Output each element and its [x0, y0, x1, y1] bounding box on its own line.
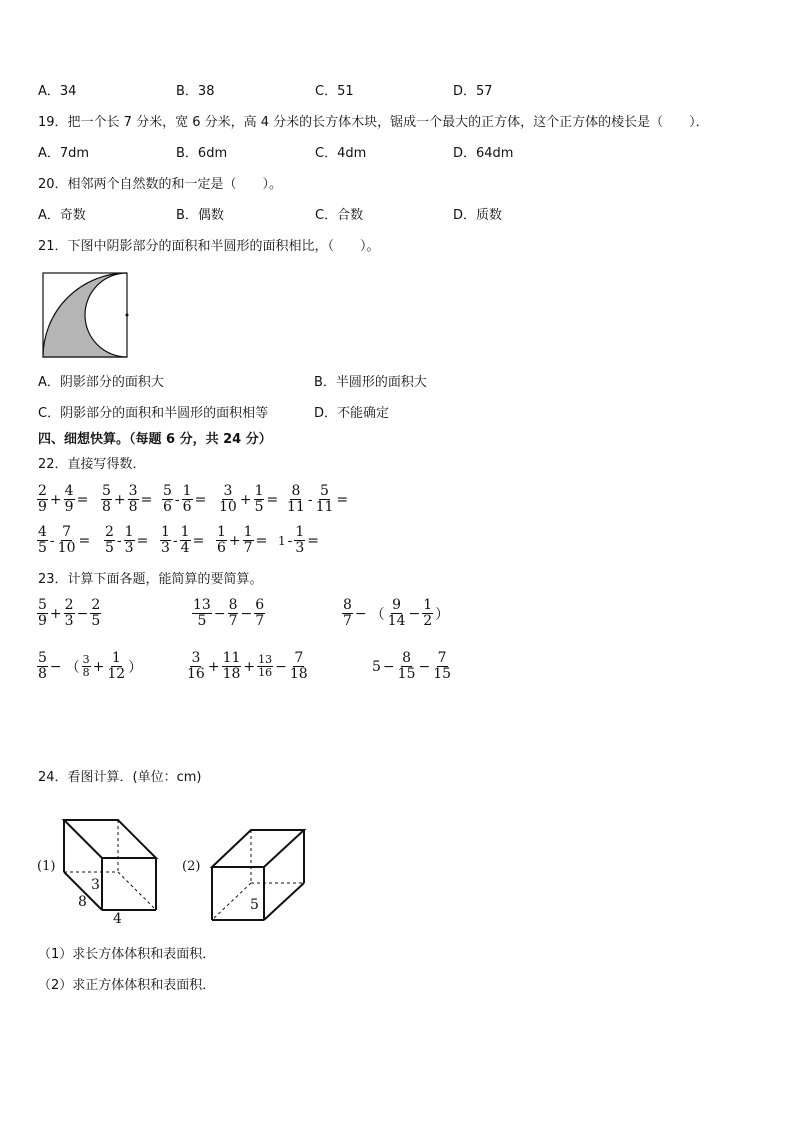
operator: − [76, 605, 89, 622]
denominator: 8 [38, 666, 47, 682]
numerator: 1 [161, 524, 170, 540]
operator: + [113, 491, 126, 508]
operator: = [255, 532, 268, 549]
operator: = [78, 532, 91, 549]
fraction [216, 525, 227, 556]
shaded-area-figure [42, 272, 132, 362]
numerator: 9 [392, 597, 402, 613]
operator: − [408, 605, 421, 622]
q22-item-9 [216, 525, 269, 556]
numerator: 2 [38, 483, 47, 499]
numerator: 2 [105, 524, 114, 540]
q23-item-5 [186, 651, 309, 682]
q22-item-7 [104, 525, 150, 556]
numerator: 1 [295, 524, 305, 540]
operator: − [382, 658, 395, 675]
q22-stem: 22．直接写得数． [38, 457, 146, 472]
q19-option-c: C．4dm [315, 146, 367, 161]
q19-stem: 19．把一个长 7 分米，宽 6 分米，高 4 分米的长方体木块，锯成一个最大的正方体，这个正方体的棱长是（ ）． [38, 115, 709, 130]
numerator: 3 [223, 483, 233, 499]
fraction [90, 598, 101, 629]
q24-subquestion-1: （1）求长方体体积和表面积． [38, 947, 216, 962]
fraction [104, 525, 115, 556]
fraction [37, 651, 48, 682]
cuboid-height-label: 3 [91, 877, 100, 893]
numerator: 11 [222, 650, 241, 666]
denominator: 3 [64, 613, 74, 629]
cube-top-face [212, 830, 304, 867]
operator: （ [370, 606, 385, 623]
q23-item-2 [192, 598, 265, 629]
denominator: 12 [107, 666, 126, 682]
numerator: 1 [243, 524, 253, 540]
denominator: 8 [128, 499, 138, 515]
operator: = [336, 491, 349, 508]
denominator: 4 [180, 540, 190, 556]
q20-option-c: C．合数 [315, 208, 364, 223]
denominator: 7 [255, 613, 265, 629]
denominator: 16 [258, 666, 273, 679]
fraction [254, 484, 265, 515]
operator: − [240, 605, 253, 622]
fraction [289, 651, 309, 682]
denominator: 16 [187, 666, 205, 682]
operator: = [76, 491, 89, 508]
fraction [342, 598, 353, 629]
fraction [128, 484, 139, 515]
q21-option-a: A．阴影部分的面积大 [38, 375, 164, 390]
fraction [286, 484, 306, 515]
numerator: 1 [124, 524, 134, 540]
numerator: 7 [437, 650, 447, 666]
numerator: 8 [402, 650, 412, 666]
q24-stem: 24．看图计算．(单位：cm) [38, 770, 202, 785]
denominator: 18 [222, 666, 241, 682]
fraction [182, 484, 193, 515]
operator: + [207, 658, 220, 675]
q22-item-3 [162, 484, 208, 515]
q22-item-5 [286, 484, 350, 515]
fraction [124, 525, 135, 556]
q19-option-a: A．7dm [38, 146, 90, 161]
q18-option-b: B．38 [176, 84, 215, 99]
q23-item-3 [342, 598, 451, 629]
fraction [64, 598, 75, 629]
fraction [228, 598, 239, 629]
denominator: 9 [38, 613, 47, 629]
numerator: 8 [343, 597, 352, 613]
q21-option-b: B．半圆形的面积大 [314, 375, 427, 390]
denominator: 6 [217, 540, 226, 556]
q24-subquestion-2: （2）求正方体体积和表面积． [38, 978, 216, 993]
operator: − [354, 605, 367, 622]
denominator: 6 [182, 499, 192, 515]
q21-option-d: D．不能确定 [314, 406, 390, 421]
denominator: 11 [287, 499, 305, 515]
numerator: 3 [82, 653, 90, 666]
numerator: 1 [254, 483, 264, 499]
denominator: 10 [57, 540, 76, 556]
operator: = [140, 491, 153, 508]
fraction [387, 598, 407, 629]
fraction [432, 651, 452, 682]
numerator: 5 [102, 483, 111, 499]
operator: + [92, 658, 105, 675]
operator: + [228, 532, 241, 549]
operator: ） [435, 606, 450, 623]
q23-stem: 23．计算下面各题，能简算的要简算。 [38, 572, 263, 587]
q18-option-d: D．57 [453, 84, 493, 99]
operator: - [49, 532, 55, 549]
denominator: 3 [161, 540, 170, 556]
cuboid-width-label: 4 [113, 911, 122, 927]
q20-stem: 20．相邻两个自然数的和一定是（ ）。 [38, 177, 283, 192]
q22-item-6 [37, 525, 92, 556]
operator: + [243, 658, 256, 675]
q18-option-a: A．34 [38, 84, 77, 99]
denominator: 11 [315, 499, 334, 515]
operator: = [307, 532, 320, 549]
numerator: 1 [182, 483, 192, 499]
numerator: 4 [64, 483, 74, 499]
numerator: 8 [291, 483, 301, 499]
denominator: 8 [102, 499, 111, 515]
fraction [162, 484, 173, 515]
operator: - [287, 532, 293, 549]
q23-item-1 [37, 598, 101, 629]
operator: − [275, 658, 287, 675]
operator: − [49, 658, 62, 675]
denominator: 6 [163, 499, 172, 515]
fraction [180, 525, 191, 556]
denominator: 7 [343, 613, 352, 629]
numerator: 1 [111, 650, 121, 666]
numerator: 5 [163, 483, 172, 499]
semicircle-center-dot [126, 314, 129, 317]
numerator: 1 [423, 597, 433, 613]
fraction [397, 651, 417, 682]
fraction [218, 484, 238, 515]
fraction [222, 651, 242, 682]
cube-edge-label: 5 [250, 897, 259, 913]
operator: - [116, 532, 122, 549]
numerator: 6 [255, 597, 265, 613]
denominator: 18 [289, 666, 308, 682]
operator: − [213, 605, 226, 622]
denominator: 9 [38, 499, 47, 515]
q23-item-4 [37, 651, 144, 682]
operator: ） [128, 659, 143, 676]
denominator: 3 [124, 540, 134, 556]
denominator: 15 [397, 666, 416, 682]
q20-option-a: A．奇数 [38, 208, 86, 223]
fraction [160, 525, 171, 556]
q18-option-c: C．51 [315, 84, 354, 99]
cuboid-top-face [64, 820, 156, 858]
q22-item-4 [218, 484, 280, 515]
fraction [37, 484, 48, 515]
q19-option-d: D．64dm [453, 146, 514, 161]
denominator: 7 [228, 613, 238, 629]
fraction [294, 525, 305, 556]
figure-2-label: (2) [182, 859, 201, 874]
section-title: 四、细想快算。（每题 6 分，共 24 分） [38, 432, 272, 447]
fraction [257, 654, 273, 679]
operator: = [192, 532, 205, 549]
operator: - [172, 532, 178, 549]
operator: + [49, 605, 62, 622]
denominator: 8 [82, 666, 90, 679]
numerator: 13 [193, 597, 211, 613]
q21-option-c: C．阴影部分的面积和半圆形的面积相等 [38, 406, 269, 421]
numerator: 5 [38, 597, 47, 613]
operator: - [174, 491, 180, 508]
denominator: 5 [105, 540, 114, 556]
fraction [101, 484, 112, 515]
numerator: 4 [38, 524, 47, 540]
numerator: 7 [62, 524, 72, 540]
denominator: 2 [423, 613, 433, 629]
denominator: 15 [433, 666, 452, 682]
cuboid-length-label: 8 [78, 894, 87, 910]
numerator: 13 [258, 653, 273, 666]
fraction [315, 484, 335, 515]
q21-stem: 21．下图中阴影部分的面积和半圆形的面积相比，（ ）。 [38, 239, 380, 254]
cuboid-figure [58, 814, 168, 924]
q22-item-1 [37, 484, 90, 515]
operator: + [239, 491, 252, 508]
fraction [82, 654, 91, 679]
fraction [37, 525, 48, 556]
numerator: 3 [128, 483, 138, 499]
fraction [422, 598, 433, 629]
denominator: 10 [219, 499, 237, 515]
fraction [64, 484, 75, 515]
operator: （ [65, 659, 80, 676]
numerator: 2 [91, 597, 101, 613]
denominator: 5 [254, 499, 264, 515]
numerator: 5 [320, 483, 329, 499]
denominator: 5 [91, 613, 101, 629]
figure-1-label: (1) [37, 859, 56, 874]
operator: - [307, 491, 313, 508]
denominator: 14 [387, 613, 406, 629]
numerator: 8 [228, 597, 238, 613]
denominator: 5 [197, 613, 207, 629]
fraction [57, 525, 77, 556]
denominator: 9 [64, 499, 74, 515]
fraction [254, 598, 265, 629]
fraction [106, 651, 126, 682]
q22-item-10: 1 - $\frac{1}{3}$ = [278, 524, 320, 556]
cube-figure [208, 826, 318, 928]
numerator: 2 [64, 597, 74, 613]
fraction [37, 598, 48, 629]
q23-item-6: 5 − $\frac{8}{15}$ − $\frac{7}{15}$ [372, 650, 452, 682]
operator: = [194, 491, 207, 508]
q22-item-8 [160, 525, 206, 556]
numerator: 7 [294, 650, 304, 666]
q20-option-b: B．偶数 [176, 208, 224, 223]
denominator: 7 [243, 540, 253, 556]
q20-option-d: D．质数 [453, 208, 503, 223]
denominator: 3 [295, 540, 305, 556]
operator: = [266, 491, 279, 508]
operator: − [418, 658, 431, 675]
operator: = [136, 532, 149, 549]
numerator: 1 [217, 524, 226, 540]
numerator: 5 [38, 650, 47, 666]
denominator: 5 [38, 540, 47, 556]
numerator: 3 [191, 650, 201, 666]
fraction [192, 598, 212, 629]
q19-option-b: B．6dm [176, 146, 228, 161]
fraction [243, 525, 254, 556]
numerator: 1 [180, 524, 190, 540]
fraction [186, 651, 206, 682]
q22-item-2 [101, 484, 154, 515]
operator: + [49, 491, 62, 508]
